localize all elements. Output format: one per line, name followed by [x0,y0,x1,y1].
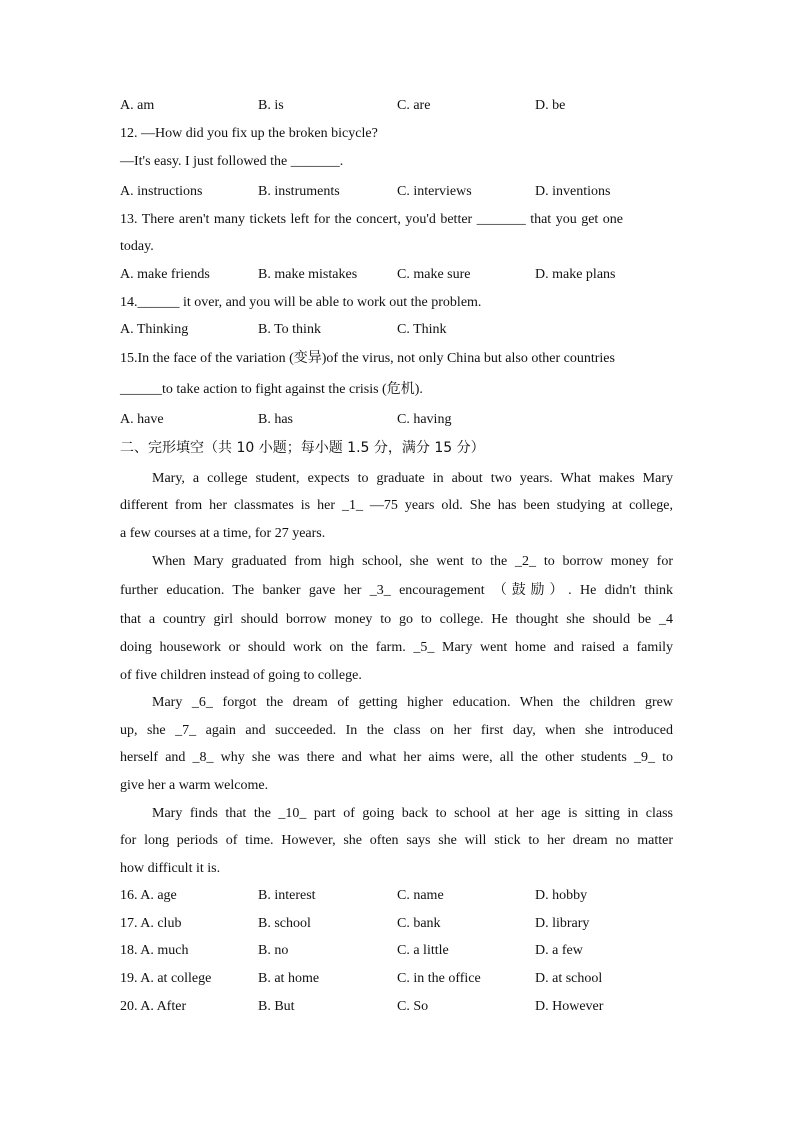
q18-option-b: B. no [258,943,289,958]
passage-line: Mary, a college student, expects to graduate in about two years. What makes Mary [152,471,673,486]
passage-line: When Mary graduated from high school, she went to the _2_ to borrow money for [152,554,673,569]
q18-option-a: 18. A. much [120,943,189,958]
passage-line: different from her classmates is her _1_ —75 years old. She has been studying at college, [120,498,673,513]
q19-option-b: B. at home [258,971,320,986]
q17-option-c: C. bank [397,916,441,931]
q20-option-b: B. But [258,999,295,1014]
q18-option-d: D. a few [535,943,583,958]
q15-stem-cont: ______to take action to fight against the crisis (危机). [120,382,423,397]
q12-stem: 12. —How did you fix up the broken bicycle? [120,126,378,141]
q11-option-a: A. am [120,98,155,113]
q19-option-d: D. at school [535,971,603,986]
passage-line: that a country girl should borrow money to go to college. He thought she should be _4 [120,612,673,627]
q19-option-c: C. in the office [397,971,481,986]
passage-line: further education. The banker gave her _3_ encouragement （鼓励）. He didn't think [120,583,673,598]
passage-line: of five children instead of going to college. [120,668,362,683]
q12-reply: —It's easy. I just followed the _______. [120,154,344,169]
q13-option-b: B. make mistakes [258,267,358,282]
q12-option-c: C. interviews [397,184,472,199]
q12-option-a: A. instructions [120,184,203,199]
q13-option-d: D. make plans [535,267,616,282]
q14-option-b: B. To think [258,322,321,337]
q13-option-c: C. make sure [397,267,471,282]
q11-option-d: D. be [535,98,566,113]
q15-option-b: B. has [258,412,293,427]
passage-line: how difficult it is. [120,861,221,876]
q16-option-b: B. interest [258,888,316,903]
passage-line: Mary finds that the _10_ part of going back to school at her age is sitting in class [152,806,673,821]
passage-line: a few courses at a time, for 27 years. [120,526,326,541]
q19-option-a: 19. A. at college [120,971,212,986]
q16-option-c: C. name [397,888,444,903]
q14-option-c: C. Think [397,322,447,337]
q12-option-d: D. inventions [535,184,611,199]
q20-option-a: 20. A. After [120,999,187,1014]
q17-option-b: B. school [258,916,311,931]
q15-stem: 15.In the face of the variation (变异)of the virus, not only China but also other countries [120,351,615,366]
q14-stem: 14.______ it over, and you will be able to work out the problem. [120,295,482,310]
q11-option-c: C. are [397,98,431,113]
q15-option-a: A. have [120,412,164,427]
q17-option-a: 17. A. club [120,916,182,931]
q15-option-c: C. having [397,412,452,427]
q20-option-c: C. So [397,999,429,1014]
passage-line: doing housework or should work on the farm. _5_ Mary went home and raised a family [120,640,673,655]
passage-line: herself and _8_ why she was there and what her aims were, all the other students _9_ to [120,750,673,765]
q13-stem-cont: today. [120,239,154,254]
passage-line: Mary _6_ forgot the dream of getting higher education. When the children grew [152,695,673,710]
section-heading: 二、完形填空（共 10 小题；每小题 1.5 分，满分 15 分） [120,440,485,456]
q16-option-a: 16. A. age [120,888,177,903]
passage-line: give her a warm welcome. [120,778,269,793]
passage-line: up, she _7_ again and succeeded. In the class on her first day, when she introduced [120,723,673,738]
q16-option-d: D. hobby [535,888,588,903]
passage-line: for long periods of time. However, she often says she will stick to her dream no matter [120,833,673,848]
q18-option-c: C. a little [397,943,449,958]
q12-option-b: B. instruments [258,184,340,199]
q20-option-d: D. However [535,999,604,1014]
q13-option-a: A. make friends [120,267,210,282]
q13-stem: 13. There aren't many tickets left for the concert, you'd better _______ that you get one [120,212,624,227]
q17-option-d: D. library [535,916,590,931]
q11-option-b: B. is [258,98,284,113]
q14-option-a: A. Thinking [120,322,189,337]
